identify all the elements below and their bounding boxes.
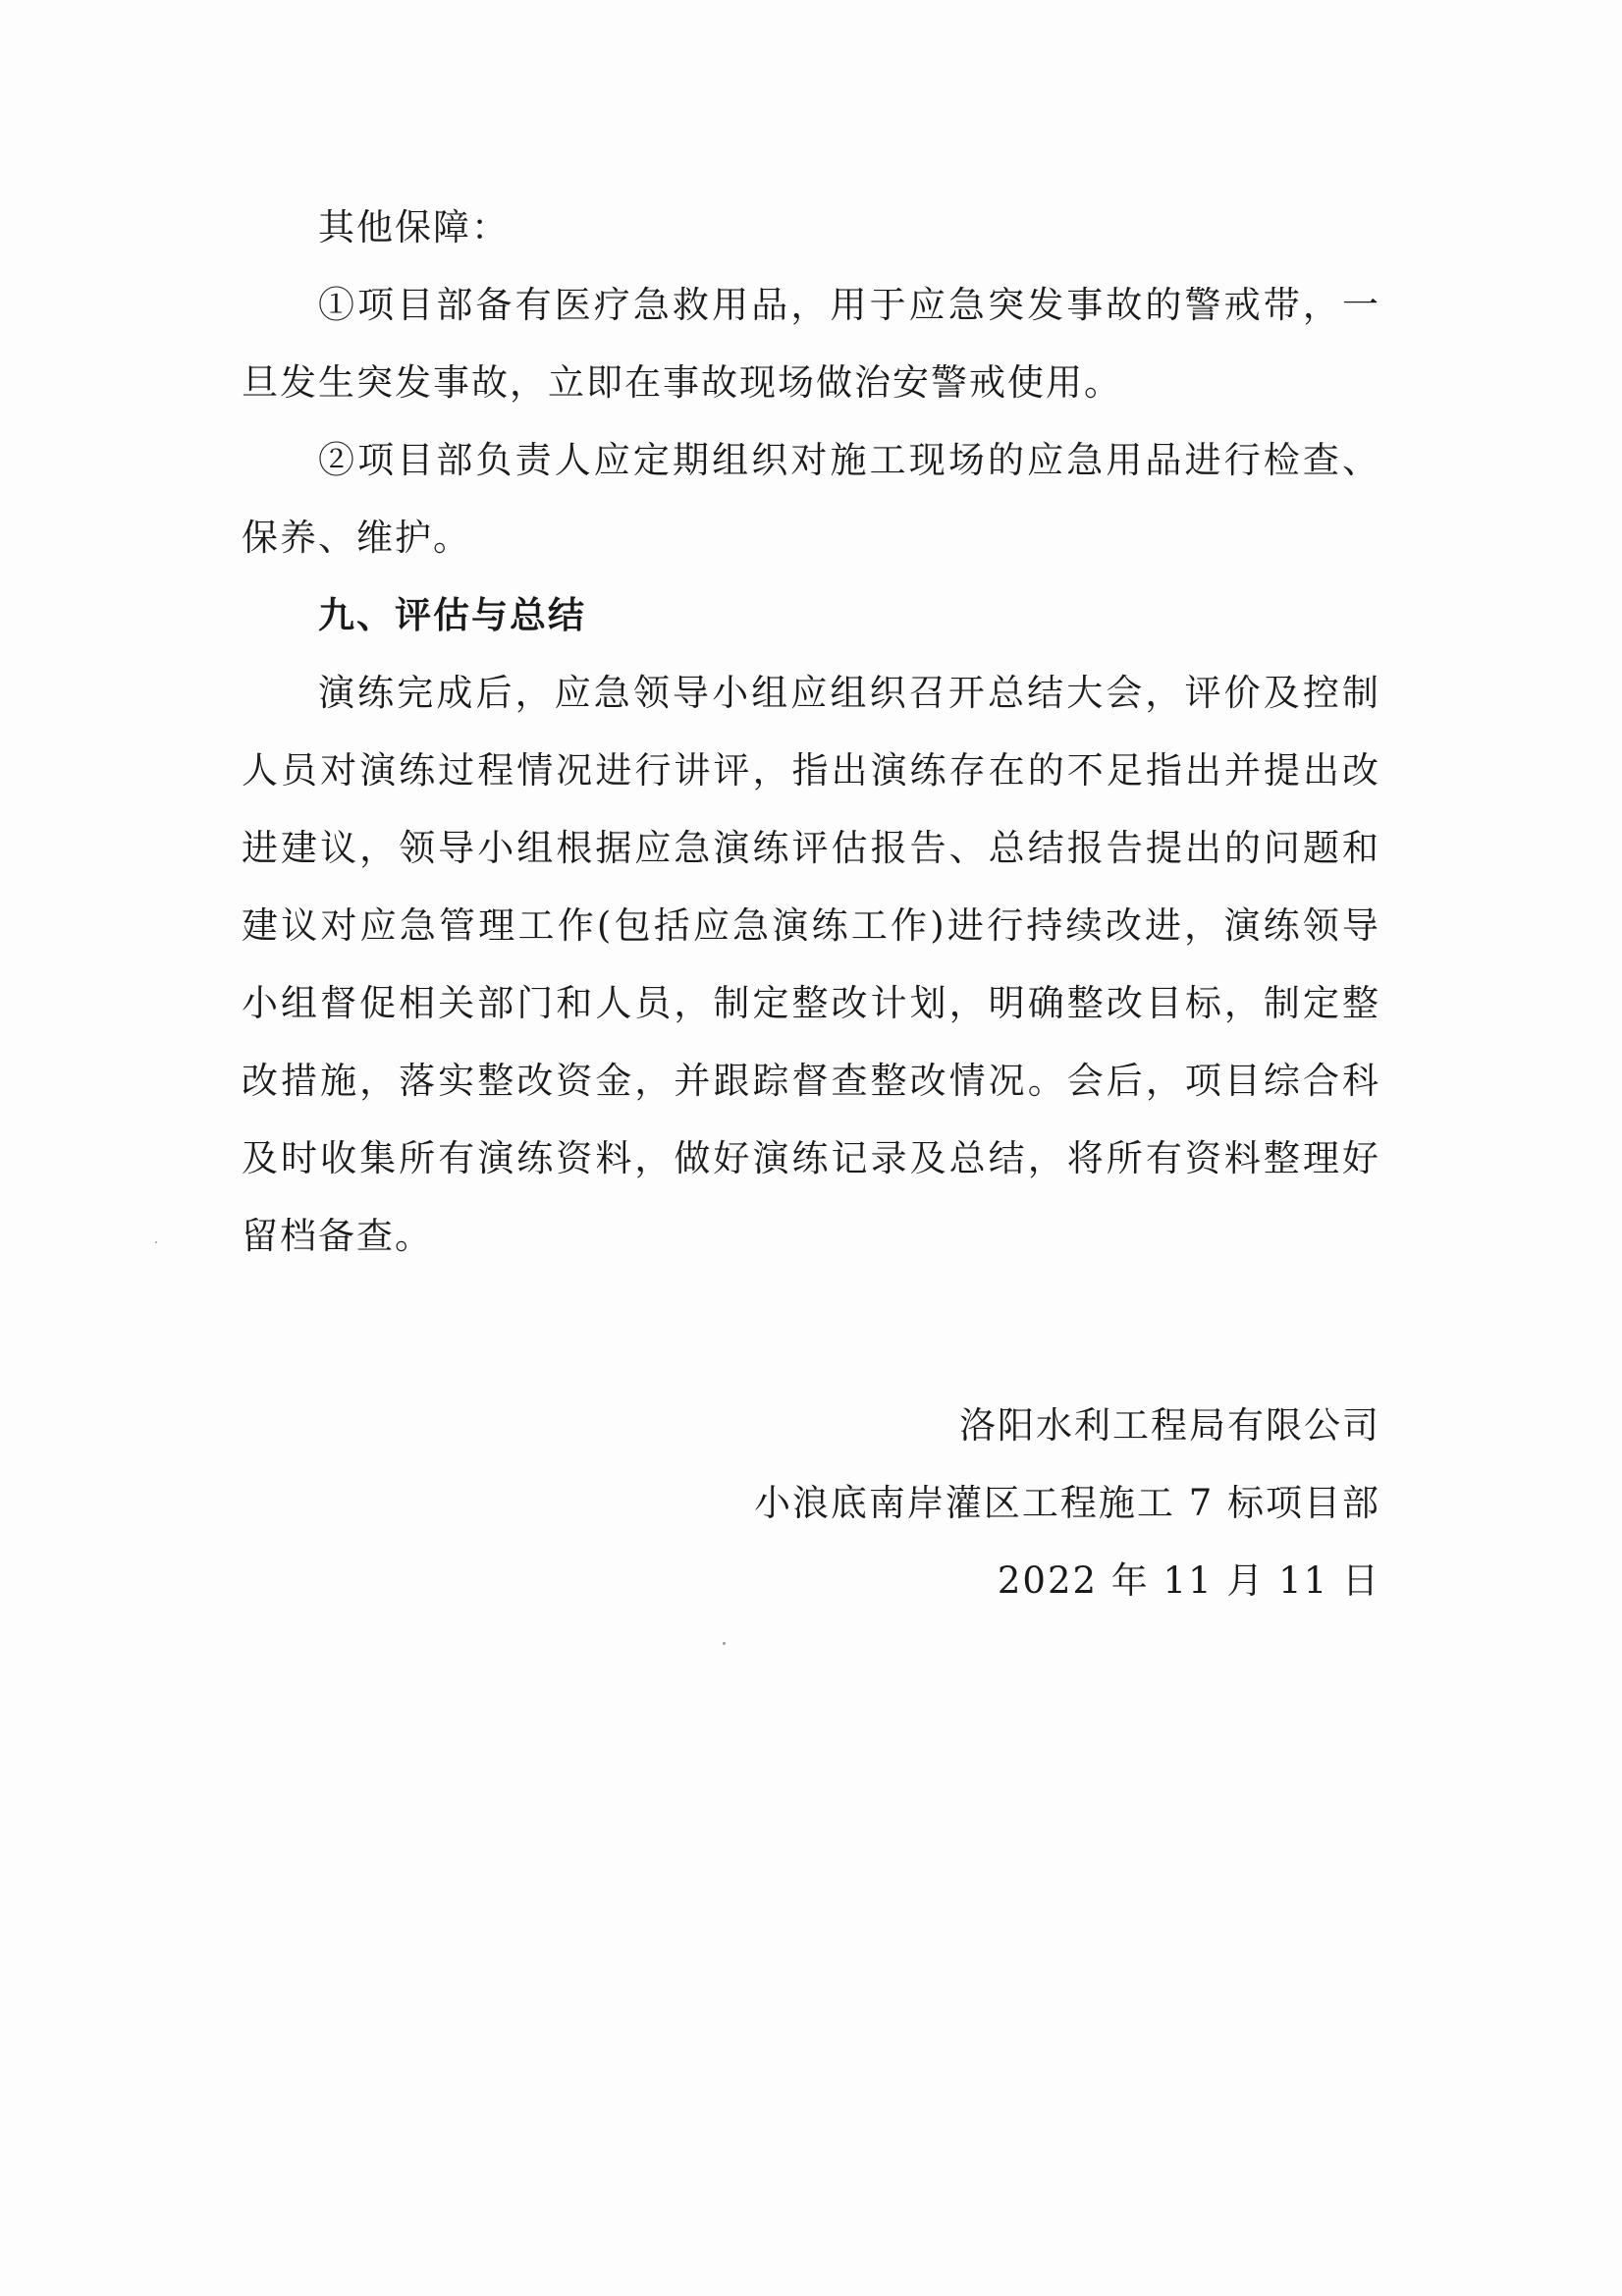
paragraph-guarantee-item-1: ①项目部备有医疗急救用品，用于应急突发事故的警戒带，一旦发生突发事故，立即在事故现场做治安警戒使用。 — [242, 284, 1380, 404]
scan-speck — [155, 1241, 157, 1243]
document-body — [242, 189, 1380, 1275]
signature-date: 2022 年 11 月 11 日 — [997, 1559, 1380, 1602]
signature-department: 小浪底南岸灌区工程施工 7 标项目部 — [753, 1482, 1380, 1524]
signature-company: 洛阳水利工程局有限公司 — [959, 1404, 1380, 1447]
paragraph-other-guarantees-title: 其他保障： — [318, 206, 510, 248]
scan-speck — [723, 1642, 726, 1645]
paragraph-guarantee-item-2: ②项目部负责人应定期组织对施工现场的应急用品进行检查、保养、维护。 — [242, 439, 1380, 559]
section-heading-evaluation: 九、评估与总结 — [318, 593, 586, 636]
paragraph-evaluation-summary: 演练完成后，应急领导小组应组织召开总结大会，评价及控制人员对演练过程情况进行讲评，指出演练存在的不足指出并提出改进建议，领导小组根据应急演练评估报告、总结报告提出的问题和建议对应急管理工作(包括应急演练工作)进行持续改进，演练领导小组督促相关部门和人员，制定整改计划，明确整改目标，制定整改措施，落实整改资金，并跟踪督查整改情况。会后，项目综合科及时收集所有演练资料，做好演练记录及总结，将所有资料整理好留档备查。 — [242, 672, 1380, 1257]
signature-block — [754, 1387, 1380, 1619]
